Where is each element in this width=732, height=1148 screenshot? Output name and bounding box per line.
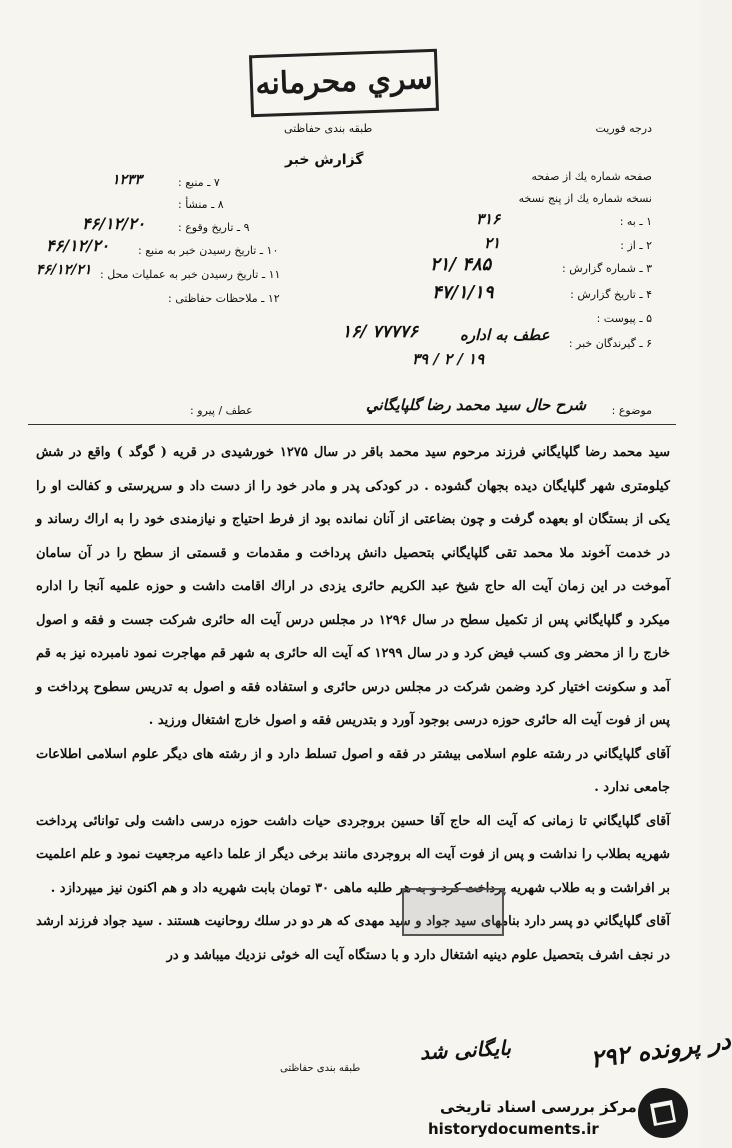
watermark-title: مرکز بررسی اسناد تاریخی bbox=[440, 1098, 637, 1116]
report-title: گزارش خبر bbox=[285, 152, 364, 168]
source-receive-date-label: ۱۰ ـ تاريخ رسيدن خبر به منبع : bbox=[138, 244, 279, 257]
report-date-label: ۴ ـ تاريخ گزارش : bbox=[570, 288, 652, 301]
reference-label: عطف / پيرو : bbox=[190, 404, 253, 417]
watermark-logo-icon bbox=[636, 1086, 690, 1140]
page-number-field: صفحه شماره يك از صفحه bbox=[531, 170, 652, 183]
event-date-value: ۴۶/۱۲/۲۰ bbox=[82, 214, 146, 233]
report-number-value: ۲۱/ ۴۸۵ bbox=[430, 254, 492, 275]
origin-label: ۸ ـ منشأ : bbox=[178, 198, 224, 211]
secret-stamp: سري محرمانه bbox=[249, 49, 439, 118]
recipients-date: ۳۹ / ۲ / ۱۹ bbox=[412, 350, 485, 368]
copy-number-field: نسخه شماره يك از پنج نسخه bbox=[518, 192, 652, 205]
to-value: ۳۱۶ bbox=[476, 210, 501, 228]
ops-receive-date-value: ۴۶/۱۲/۲۱ bbox=[36, 262, 92, 278]
to-label: ۱ ـ به : bbox=[619, 215, 652, 228]
recipients-label: ۶ ـ گيرندگان خبر : bbox=[568, 337, 652, 350]
body-paragraph: آقای گلپايگاني در رشته علوم اسلامی بيشتر در فقه و اصول تسلط دارد و از رشته های ديگر علوم اسلامی اطلاعات جامعی ندارد . bbox=[36, 746, 670, 795]
event-date-label: ۹ ـ تاريخ وقوع : bbox=[178, 221, 250, 234]
body-paragraph: سيد محمد رضا گلپايگاني فرزند مرحوم سيد محمد باقر در سال ۱۲۷۵ خورشيدی در قريه ( گوگد ) واقع در شش كيلومتری شهر گلپايگان ديده بجهان گشوده . در كودكی پدر و مادر خود را از دست داد و سرپرستی و كفالت او را يكی از بستگان او بعهده گرفت و چون بضاعتی از آنان نمانده بود از فرط احتياج و نيازمندی خود را به اراك رساند و در خدمت آخوند ملا محمد تقی گلپايگاني بتحصيل دانش پرداخت و مقدمات و قسمتی از سطح را در آن سامان آموخت در اين زمان آيت اله حاج شيخ عبد الكريم حائری يزدی در اراك اقامت داشت و حوزه علميه آنجا را اداره ميكرد و گلپايگاني پس از تكميل سطح در سال ۱۲۹۶ در مجلس درس آيت اله حائری شركت جست و فقه و اصول خارج را از محضر وی كسب فيض كرد و در سال ۱۲۹۹ كه آيت اله حائری به شهر قم مهاجرت نمود نامبرده نيز به قم آمد و سكونت اختيار كرد وضمن شركت در مجلس درس حائری و استفاده فقه و اصول به تدريس سطوح پرداخت و پس از فوت آيت اله حائری حوزه درسی بوجود آورد و بتدريس فقه و اصول خارج اشتغال ورزيد . bbox=[36, 445, 671, 728]
classification-top: طبقه بندی حفاظتی bbox=[284, 122, 373, 135]
attachment-label: ۵ ـ پيوست : bbox=[596, 312, 652, 325]
ops-receive-date-label: ۱۱ ـ تاريخ رسيدن خبر به عمليات محل : bbox=[100, 268, 281, 281]
classification-bottom: طبقه بندی حفاظتی bbox=[280, 1063, 361, 1074]
body-paragraph: آقای گلپايگاني تا زمانی كه آيت اله حاج آقا حسين بروجردی حيات داشت حوزه درسی داشت ولی توانائی پرداخت شهريه بطلاب را نداشت و پس از فوت آيت اله بروجردی مانند برخی ديگر از علما داعيه مرجعيت نمود و علم اعلميت بر افراشت و به طلاب شهريه پرداخت كرد و به هر طلبه ماهی ۳۰ تومان بابت شهريه داد و هم اكنون نيز ميپردازد . bbox=[36, 813, 670, 896]
source-receive-date-value: ۴۶/۱۲/۲۰ bbox=[46, 236, 110, 255]
recipients-note: عطف به اداره bbox=[460, 326, 550, 344]
from-value: ۲۱ bbox=[484, 234, 501, 252]
urgency-label: درجه فوريت bbox=[595, 122, 652, 135]
source-label: ۷ ـ منبع : bbox=[178, 176, 220, 189]
watermark-url: historydocuments.ir bbox=[428, 1120, 599, 1138]
security-notes-label: ۱۲ ـ ملاحظات حفاظتی : bbox=[168, 292, 280, 305]
report-number-label: ۳ ـ شماره گزارش : bbox=[562, 262, 652, 275]
recipients-value: ۱۶/ ۷۷۷۷۶ bbox=[342, 322, 419, 342]
subject-label: موضوع : bbox=[611, 404, 652, 417]
subject-value: شرح حال سيد محمد رضا گلپايگاني bbox=[366, 396, 587, 414]
report-body bbox=[36, 436, 670, 972]
archive-signature: بايگانی شد bbox=[419, 1035, 512, 1065]
report-date-value: ۴۷/۱/۱۹ bbox=[432, 282, 494, 303]
signature-date: در پرونده ۲۹۲ bbox=[588, 1025, 732, 1074]
body-paragraph: آقای گلپايگاني دو پسر دارد بنامهای سيد جواد و سيد مهدی كه هر دو در سلك روحانيت هستند . سيد جواد فرزند ارشد در نجف اشرف بتحصيل علوم دينيه اشتغال دارد و با دستگاه آيت اله خوئی نزديك ميباشد و در bbox=[36, 914, 670, 963]
faded-stamp bbox=[402, 888, 504, 936]
subject-divider bbox=[28, 424, 676, 425]
from-label: ۲ ـ از : bbox=[620, 239, 652, 252]
source-value: ۱۲۳۳ bbox=[112, 172, 143, 188]
